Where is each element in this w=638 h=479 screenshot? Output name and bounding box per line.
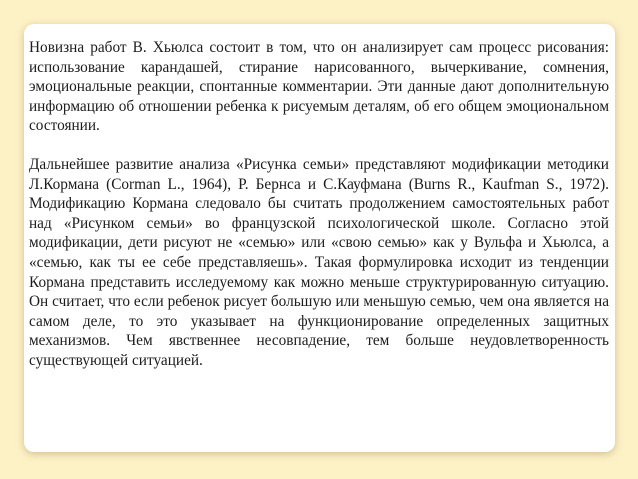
paragraph-corman: Дальнейшее развитие анализа «Рисунка семьи» представляют модификации методики Л.Кормана (Corman L., 1964), Р. Бернса и С.Кауфмана (Burns R., Kaufman S., 1972). Модификацию Кормана следовало бы считать продолжением самостоятельных работ над «Рисунком семьи» во французской психологической школе. Согласно этой модификации, дети рисуют не «семью» или «свою семью» как у Вульфа и Хьюлса, а «семью, как ты ее себе представляешь». Такая формулировка исходит из тенденции Кормана представить исследуемому как можно меньше структурированную ситуацию. Он считает, что если ребенок рисует большую или меньшую семью, чем она является на самом деле, то это указывает на функционирование определенных защитных механизмов. Чем явственнее несовпадение, тем больше неудовлетворенность существующей ситуацией. bbox=[29, 155, 609, 369]
slide-card bbox=[24, 24, 615, 452]
paragraph-hulse: Новизна работ В. Хьюлса состоит в том, что он анализирует сам процесс рисования: использование карандашей, стирание нарисованного, вычеркивание, сомнения, эмоциональные реакции, спонтанные комментарии. Эти данные дают дополнительную информацию об отношении ребенка к рисуемым деталям, об его общем эмоциональном состоянии. bbox=[29, 39, 609, 135]
